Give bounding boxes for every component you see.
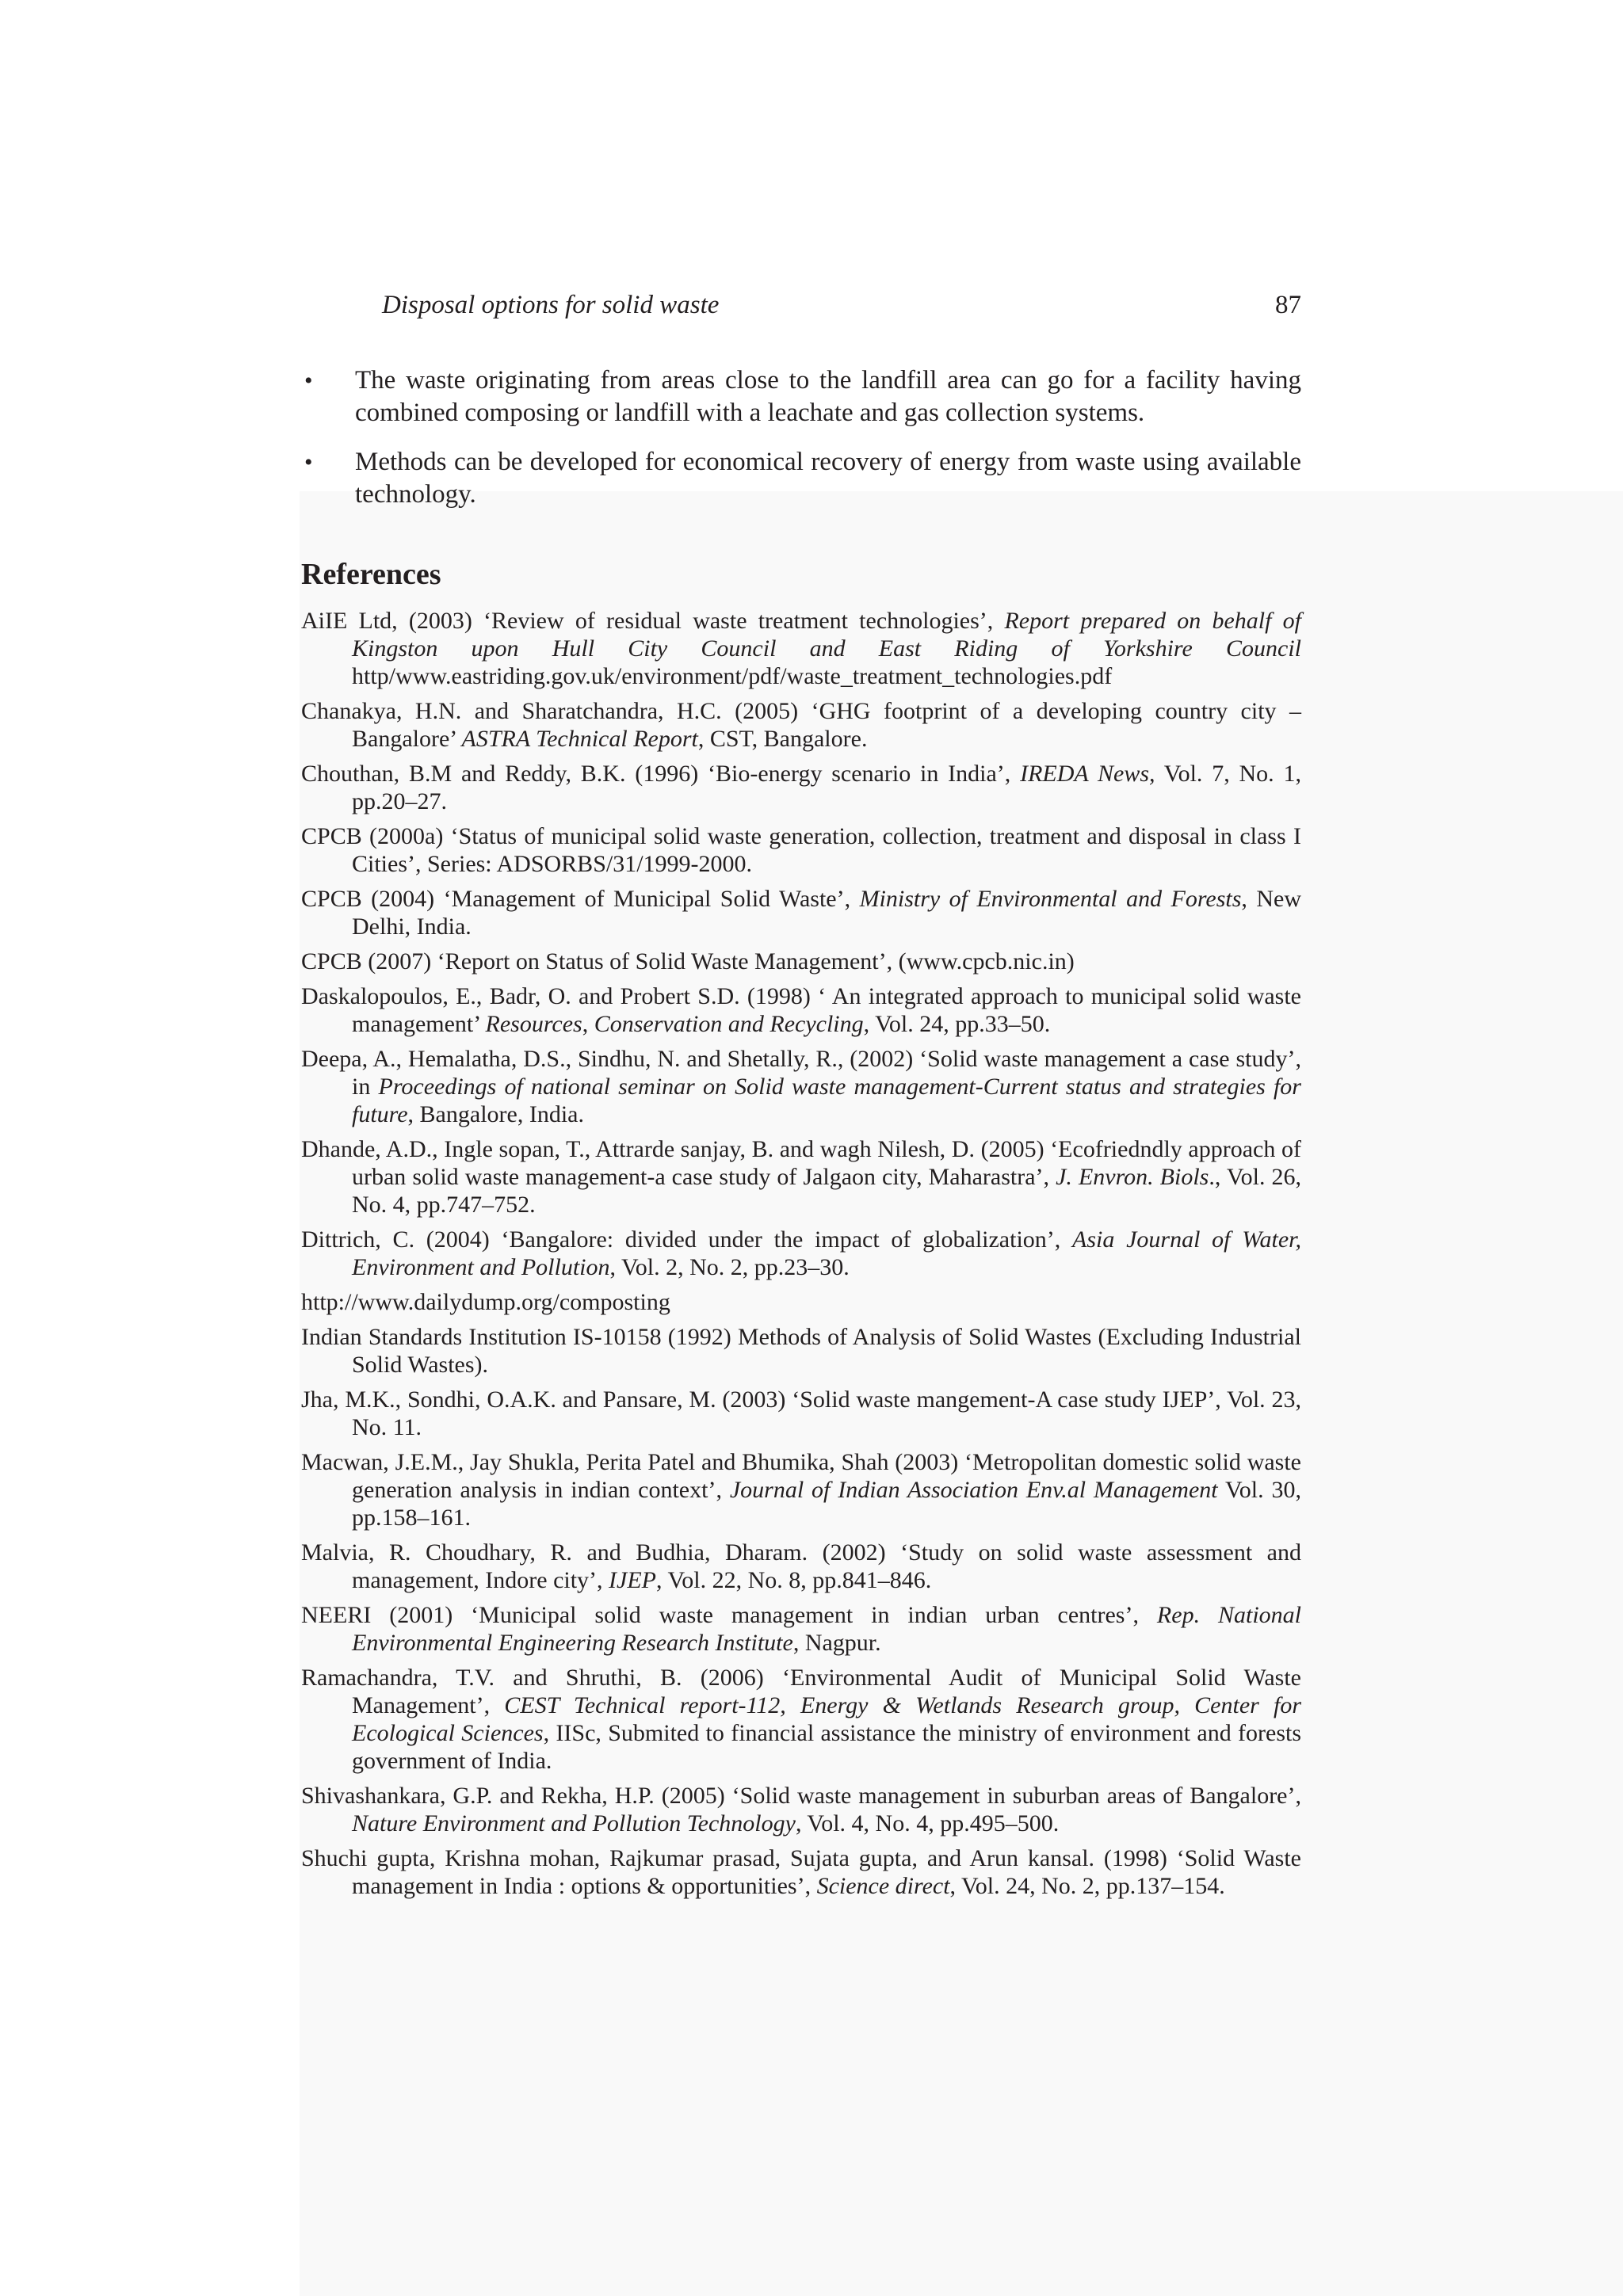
reference-text: http/www.eastriding.gov.uk/environment/pdf/waste_treatment_technologies.pdf: [352, 663, 1113, 689]
reference-text: Ramachandra, T.V. and Shruthi, B. (2006) ‘Environmental Audit of Municipal Solid Waste Management’,: [301, 1665, 1301, 1718]
reference-text: , Vol. 2, No. 2, pp.23–30.: [609, 1254, 850, 1280]
reference-entry: [301, 1601, 1301, 1657]
reference-text: NEERI (2001) ‘Municipal solid waste management in indian urban centres’,: [301, 1602, 1157, 1628]
reference-italic-text: Asia Journal of Water, Environment and Pollution: [352, 1226, 1301, 1280]
running-title: Disposal options for solid waste: [382, 291, 720, 319]
reference-text: Daskalopoulos, E., Badr, O. and Probert S.D. (1998) ‘ An integrated approach to municipal solid waste management’: [301, 983, 1301, 1037]
reference-italic-text: Proceedings of national seminar on Solid waste management-Current status and strategies for future: [352, 1074, 1301, 1127]
reference-text: CPCB (2007) ‘Report on Status of Solid Waste Management’, (www.cpcb.nic.in): [301, 948, 1075, 974]
references-heading: References: [301, 558, 441, 591]
reference-text: , Vol. 24, pp.33–50.: [863, 1011, 1051, 1037]
reference-text: , Vol. 24, No. 2, pp.137–154.: [949, 1873, 1225, 1899]
page-header: [382, 291, 1301, 330]
reference-text: , Vol. 22, No. 8, pp.841–846.: [656, 1567, 932, 1593]
reference-text: , Nagpur.: [792, 1630, 881, 1656]
reference-text: Shivashankara, G.P. and Rekha, H.P. (2005) ‘Solid waste management in suburban areas of Bangalore’,: [301, 1783, 1301, 1809]
reference-text: , CST, Bangalore.: [697, 726, 868, 752]
reference-italic-text: Resources: [485, 1011, 582, 1037]
reference-italic-text: Science direct: [816, 1873, 950, 1899]
bullet-icon: •: [304, 449, 313, 475]
reference-entry: [301, 1045, 1301, 1128]
reference-entry: [301, 1539, 1301, 1594]
bullet-icon: •: [304, 368, 313, 394]
reference-entry: [301, 760, 1301, 815]
reference-entry: [301, 697, 1301, 753]
reference-text: ., Vol. 26, No. 4, pp.747–752.: [352, 1164, 1302, 1218]
reference-entry: [301, 1135, 1301, 1219]
reference-italic-text: Rep. National Environmental Engineering Research Institute: [352, 1602, 1302, 1656]
reference-text: ,: [582, 1011, 594, 1037]
reference-text: Dittrich, C. (2004) ‘Bangalore: divided under the impact of globalization’,: [301, 1226, 1073, 1253]
reference-text: Vol. 30, pp.158–161.: [352, 1477, 1302, 1531]
reference-italic-text: J. Envron. Biols: [1056, 1164, 1209, 1190]
reference-italic-text: CEST Technical report-112, Energy & Wetlands Research group, Center for Ecological Sciences: [352, 1692, 1301, 1746]
reference-italic-text: Report prepared on behalf of Kingston upon Hull City Council and East Riding of Yorkshire Council: [352, 608, 1301, 662]
reference-text: , Bangalore, India.: [407, 1101, 584, 1127]
reference-text: , Vol. 4, No. 4, pp.495–500.: [795, 1810, 1060, 1836]
reference-text: AiIE Ltd, (2003) ‘Review of residual waste treatment technologies’,: [301, 608, 1005, 634]
reference-entry: [301, 1782, 1301, 1837]
reference-text: http://www.dailydump.org/composting: [301, 1289, 670, 1315]
reference-entry: [301, 1448, 1301, 1531]
reference-text: CPCB (2000a) ‘Status of municipal solid waste generation, collection, treatment and disposal in class I Cities’, Series: ADSORBS/31/1999-2000.: [301, 823, 1301, 877]
reference-entry: [301, 1664, 1301, 1775]
reference-text: Macwan, J.E.M., Jay Shukla, Perita Patel and Bhumika, Shah (2003) ‘Metropolitan domestic solid waste generation analysis in indian context’,: [301, 1449, 1301, 1503]
reference-text: CPCB (2004) ‘Management of Municipal Solid Waste’,: [301, 886, 860, 912]
reference-italic-text: IJEP: [609, 1567, 657, 1593]
reference-text: , IISc, Submited to financial assistance the ministry of environment and forests government of India.: [352, 1720, 1302, 1774]
bullet-text: Methods can be developed for economical recovery of energy from waste using available technology.: [355, 448, 1301, 509]
reference-italic-text: Journal of Indian Association Env.al Management: [729, 1477, 1218, 1503]
reference-entry: [301, 822, 1301, 878]
reference-text: Chanakya, H.N. and Sharatchandra, H.C. (2005) ‘GHG footprint of a developing country city – Bangalore’: [301, 698, 1301, 752]
reference-entry: [301, 982, 1301, 1038]
reference-italic-text: Nature Environment and Pollution Technology: [352, 1810, 796, 1836]
reference-italic-text: Ministry of Environmental and Forests: [859, 886, 1242, 912]
reference-entry: [301, 1226, 1301, 1281]
reference-entry: [301, 1288, 1301, 1316]
reference-entry: [301, 948, 1301, 975]
reference-entry: [301, 885, 1301, 940]
bullet-list: [301, 364, 1301, 528]
reference-text: Dhande, A.D., Ingle sopan, T., Attrarde sanjay, B. and wagh Nilesh, D. (2005) ‘Ecofriedndly approach of urban solid waste management-a case study of Jalgaon city, Maharastra’,: [301, 1136, 1301, 1190]
bullet-item: [301, 364, 1301, 429]
page-number: 87: [1275, 291, 1301, 319]
reference-text: Indian Standards Institution IS-10158 (1992) Methods of Analysis of Solid Wastes (Excluding Industrial Solid Wastes).: [301, 1324, 1301, 1378]
reference-text: Shuchi gupta, Krishna mohan, Rajkumar prasad, Sujata gupta, and Arun kansal. (1998) ‘Solid Waste management in India : options & opportunities’,: [301, 1845, 1301, 1899]
reference-entry: [301, 1386, 1301, 1441]
reference-italic-text: ASTRA Technical Report: [461, 726, 698, 752]
reference-list: [301, 607, 1301, 1907]
reference-text: , New Delhi, India.: [352, 886, 1301, 940]
reference-italic-text: Conservation and Recycling: [594, 1011, 864, 1037]
reference-entry: [301, 607, 1301, 690]
reference-italic-text: IREDA News,: [1020, 761, 1155, 787]
bullet-item: [301, 446, 1301, 511]
reference-text: Jha, M.K., Sondhi, O.A.K. and Pansare, M. (2003) ‘Solid waste mangement-A case study IJEP’, Vol. 23, No. 11.: [301, 1386, 1301, 1440]
reference-text: Malvia, R. Choudhary, R. and Budhia, Dharam. (2002) ‘Study on solid waste assessment and management, Indore city’,: [301, 1539, 1301, 1593]
reference-entry: [301, 1844, 1301, 1900]
reference-text: Deepa, A., Hemalatha, D.S., Sindhu, N. and Shetally, R., (2002) ‘Solid waste management a case study’, in: [301, 1046, 1301, 1100]
bullet-text: The waste originating from areas close to the landfill area can go for a facility having combined composing or landfill with a leachate and gas collection systems.: [355, 366, 1301, 427]
reference-text: Chouthan, B.M and Reddy, B.K. (1996) ‘Bio-energy scenario in India’,: [301, 761, 1021, 787]
reference-entry: [301, 1323, 1301, 1379]
reference-text: Vol. 7, No. 1, pp.20–27.: [352, 761, 1301, 814]
